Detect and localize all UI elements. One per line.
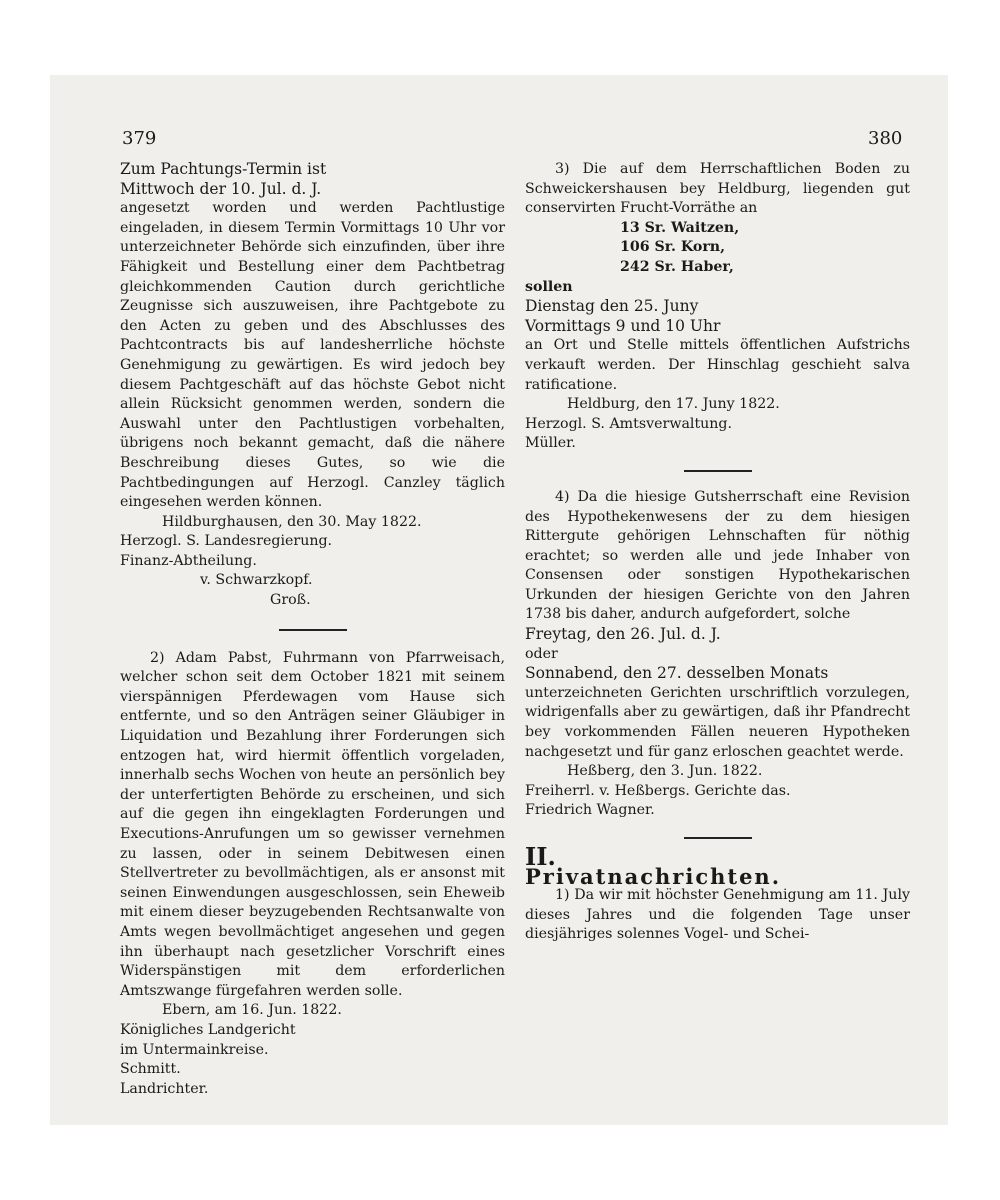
page-number-left: 379 xyxy=(122,128,157,149)
notice1-body: angesetzt worden und werden Pachtlustige eingeladen, in diesem Termin Vormittags 10 Uhr vor unterzeichneter Behörde sich einzufinden, über ihre Fähigkeit und Bestellung einer dem Pachtbetrag gleichkommenden Caution durch gerichtliche Zeugnisse sich auszuweisen, ihre Pachtgebote zu den Acten zu geben und des Abschlusses des Pachtcontracts bis auf landesherrliche höchste Genehmigung zu gewärtigen. Es wird jedoch bey diesem Pachtgeschäft auf das höchste Gebot nicht allein Rücksicht genommen werden, sondern die Auswahl unter den Pachtlustigen vorbehalten, übrigens noch bekannt gemacht, daß die nähere Beschreibung dieses Gutes, so wie die Pachtbedingungen auf Herzogl. Canzley täglich eingesehen werden können. xyxy=(120,200,505,511)
commodity-item-3: 242 Sr. Haber, xyxy=(620,258,734,275)
divider-rule xyxy=(684,837,752,839)
notice2-place-date: Ebern, am 16. Jun. 1822. xyxy=(162,1002,342,1019)
notice4-place-date: Heßberg, den 3. Jun. 1822. xyxy=(567,763,763,780)
notice1-signature-2: Finanz-Abtheilung. xyxy=(120,552,257,569)
notice1-signature-3: v. Schwarzkopf. xyxy=(200,572,313,589)
notice1-date: Mittwoch der 10. Jul. d. J. xyxy=(120,179,322,198)
notice3-signature-2: Müller. xyxy=(525,435,576,452)
sollen-label: sollen xyxy=(525,278,573,295)
notice4-date-b: Sonnabend, den 27. desselben Monats xyxy=(525,664,829,683)
notice3-signature-1: Herzogl. S. Amtsverwaltung. xyxy=(525,415,733,432)
notice3-date: Dienstag den 25. Juny xyxy=(525,297,699,316)
right-column xyxy=(525,160,910,945)
notice4-body: 4) Da die hiesige Gutsherrschaft eine Revision des Hypothekenwesens der zu dem hiesigen Rittergute gehörigen Lehnschaften für nöthig erachtet; so werden alle und jede Inhaber von Consensen oder sonstigen Hypothekarischen Urkunden der hiesigen Gerichte von den Jahren 1738 bis daher, andurch aufgefordert, solche xyxy=(525,488,910,623)
notice2-body: 2) Adam Pabst, Fuhrmann von Pfarrweisach, welcher schon seit dem October 1821 mit seinem vierspännigen Pferdewagen vom Hause sich entfernte, und so den Anträgen seiner Gläubiger in Liquidation und Bezahlung ihrer Forderungen sich entzogen hat, wird hiermit öffentlich vorgeladen, innerhalb sechs Wochen von heute an persönlich bey der unterfertigten Behörde zu erscheinen, und sich auf die gegen ihn eingeklagten Forderungen und Executions-Anrufungen um so gewisser vernehmen zu lassen, oder in seinem Debitwesen einen Stellvertreter zu bevollmächtigen, als er ansonst mit seinen Einwendungen ausgeschlossen, sein Eheweib mit einem dieser beyzugebenden Rechtsanwalte von Amts wegen bevollmächtiget angesehen und gegen ihn überhaupt nach gesetzlicher Vorschrift eines Widerspänstigen mit dem erforderlichen Amtszwange fürgefahren werden solle. xyxy=(120,649,505,999)
private-notice-1: 1) Da wir mit höchster Genehmigung am 11. July dieses Jahres und die folgenden Tage unser diesjähriges solennes Vogel- und Schei- xyxy=(525,887,910,943)
notice4-signature-1: Freiherrl. v. Heßbergs. Gerichte das. xyxy=(525,782,791,799)
section-number: II. xyxy=(525,842,556,871)
notice1-place-date: Hildburghausen, den 30. May 1822. xyxy=(162,513,422,530)
notice1-signature-4: Groß. xyxy=(270,592,311,609)
divider-rule xyxy=(684,470,752,472)
section-title: Privatnachrichten. xyxy=(525,863,782,889)
notice1-signature-1: Herzogl. S. Landesregierung. xyxy=(120,533,333,550)
notice2-signature-4: Landrichter. xyxy=(120,1080,209,1097)
notice3-intro: 3) Die auf dem Herrschaftlichen Boden zu Schweickershausen bey Heldburg, liegenden gut conservirten Frucht-Vorräthe an xyxy=(525,161,910,217)
notice3-body: an Ort und Stelle mittels öffentlichen Aufstrichs verkauft werden. Der Hinschlag geschieht salva ratificatione. xyxy=(525,337,910,393)
notice2-signature-2: im Untermainkreise. xyxy=(120,1041,269,1058)
notice2-signature-1: Königliches Landgericht xyxy=(120,1021,296,1038)
notice3-time: Vormittags 9 und 10 Uhr xyxy=(525,316,721,335)
page-number-right: 380 xyxy=(868,128,903,149)
notice4-body-2: unterzeichneten Gerichten urschriftlich vorzulegen, widrigenfalls aber zu gewärtigen, daß ihr Pfandrecht bey vorkommenden Fällen neueren Hypotheken nachgesetzt und für ganz erloschen geachtet werde. xyxy=(525,684,910,760)
notice4-signature-2: Friedrich Wagner. xyxy=(525,802,655,819)
notice4-date-a: Freytag, den 26. Jul. d. J. xyxy=(525,625,721,644)
notice1-title: Zum Pachtungs-Termin ist xyxy=(120,160,327,178)
notice2-signature-3: Schmitt. xyxy=(120,1061,181,1078)
divider-rule xyxy=(279,629,347,631)
commodity-item-2: 106 Sr. Korn, xyxy=(620,239,726,256)
notice3-place-date: Heldburg, den 17. Juny 1822. xyxy=(567,396,780,413)
oder-label: oder xyxy=(525,645,558,662)
commodity-item-1: 13 Sr. Waitzen, xyxy=(620,219,740,236)
left-column xyxy=(120,160,505,1099)
